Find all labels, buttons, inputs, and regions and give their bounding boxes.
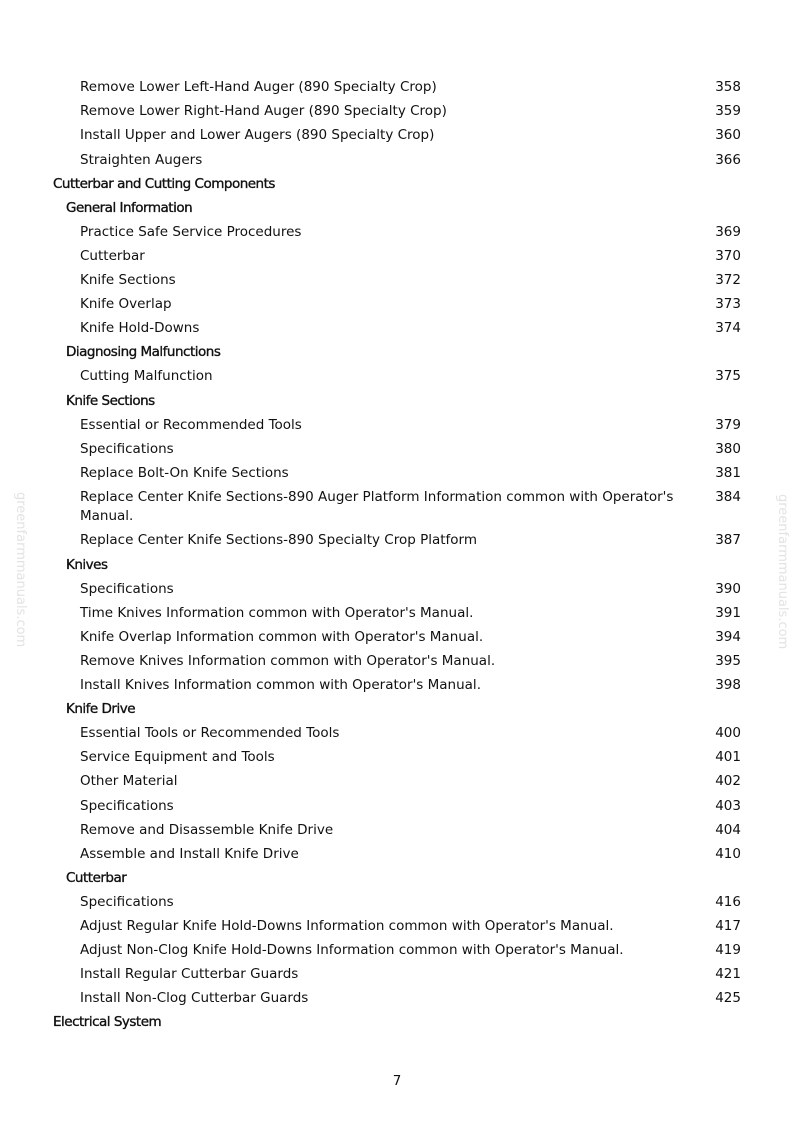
toc-entry-page: 403 xyxy=(715,797,741,814)
toc-entry-page: 395 xyxy=(715,652,741,669)
toc-entry-title: Time Knives Information common with Operator's Manual. xyxy=(80,604,474,621)
toc-entry-title: Remove Knives Information common with Operator's Manual. xyxy=(80,652,496,669)
toc-entry[interactable] xyxy=(0,650,794,674)
toc-entry-page: 366 xyxy=(715,151,741,168)
toc-entry[interactable] xyxy=(0,794,794,818)
toc-entry-page: 421 xyxy=(715,966,741,983)
toc-entry[interactable] xyxy=(0,818,794,842)
toc-entry[interactable] xyxy=(0,221,794,245)
toc-entry-page: 387 xyxy=(715,532,741,549)
toc-entry-page: 372 xyxy=(715,272,741,289)
toc-entry-title: Knife Hold-Downs xyxy=(80,320,200,337)
toc-entry[interactable] xyxy=(0,746,794,770)
toc-entry[interactable] xyxy=(0,529,794,553)
toc-entry-page: 375 xyxy=(715,368,741,385)
toc-entry-page: 373 xyxy=(715,296,741,313)
toc-entry[interactable] xyxy=(0,963,794,987)
toc-entry-title: Install Non-Clog Cutterbar Guards xyxy=(80,990,309,1007)
toc-heading-title: Diagnosing Malfunctions xyxy=(66,344,221,361)
toc-chapter-heading[interactable] xyxy=(0,172,794,196)
toc-entry-title: Cutterbar xyxy=(80,247,145,264)
toc-entry[interactable] xyxy=(0,939,794,963)
toc-entry-title: Essential Tools or Recommended Tools xyxy=(80,725,340,742)
toc-heading-title: Electrical System xyxy=(53,1014,162,1031)
toc-section-heading[interactable] xyxy=(0,867,794,891)
toc-entry-page: 417 xyxy=(715,917,741,934)
toc-entry-page: 400 xyxy=(715,725,741,742)
toc-entry[interactable] xyxy=(0,674,794,698)
toc-entry[interactable] xyxy=(0,100,794,124)
toc-entry[interactable] xyxy=(0,891,794,915)
toc-entry-title: Knife Overlap xyxy=(80,296,172,313)
toc-heading-title: General Information xyxy=(66,199,193,216)
toc-heading-title: Knife Sections xyxy=(66,392,155,409)
toc-entry-title: Install Upper and Lower Augers (890 Specialty Crop) xyxy=(80,127,435,144)
toc-entry[interactable] xyxy=(0,722,794,746)
toc-entry[interactable] xyxy=(0,413,794,437)
toc-entry-title: Remove Lower Right-Hand Auger (890 Specialty Crop) xyxy=(80,103,447,120)
toc-entry[interactable] xyxy=(0,462,794,486)
toc-entry-page: 404 xyxy=(715,821,741,838)
toc-entry[interactable] xyxy=(0,269,794,293)
toc-entry-title: Adjust Non-Clog Knife Hold-Downs Information common with Operator's Manual. xyxy=(80,942,624,959)
toc-heading-title: Cutterbar xyxy=(66,869,127,886)
toc-section-heading[interactable] xyxy=(0,196,794,220)
toc-entry-page: 379 xyxy=(715,416,741,433)
toc-entry-page: 410 xyxy=(715,845,741,862)
toc-entry[interactable] xyxy=(0,601,794,625)
toc-entry[interactable] xyxy=(0,317,794,341)
toc-entry[interactable] xyxy=(0,626,794,650)
toc-entry[interactable] xyxy=(0,148,794,172)
toc-entry-title: Replace Center Knife Sections-890 Auger Platform Information common with Operator's Manual. xyxy=(80,488,674,525)
toc-entry-title: Specifications xyxy=(80,893,174,910)
toc-entry-title: Service Equipment and Tools xyxy=(80,749,275,766)
watermark-right: greenfarmmanuals.com xyxy=(775,494,790,650)
toc-entry-title: Replace Center Knife Sections-890 Specialty Crop Platform xyxy=(80,532,477,549)
toc-entry-page: 402 xyxy=(715,773,741,790)
toc-entry-title: Remove and Disassemble Knife Drive xyxy=(80,821,334,838)
toc-entry-page: 374 xyxy=(715,320,741,337)
toc-entry-title: Install Regular Cutterbar Guards xyxy=(80,966,299,983)
toc-entry-title: Knife Overlap Information common with Operator's Manual. xyxy=(80,628,484,645)
toc-entry[interactable] xyxy=(0,987,794,1011)
toc-entry-page: 359 xyxy=(715,103,741,120)
toc-entry-title: Knife Sections xyxy=(80,272,176,289)
toc-chapter-heading[interactable] xyxy=(0,1011,794,1035)
toc-entry[interactable] xyxy=(0,437,794,461)
toc-entry-title: Replace Bolt-On Knife Sections xyxy=(80,464,289,481)
toc-entry[interactable] xyxy=(0,245,794,269)
table-of-contents xyxy=(0,76,794,1035)
watermark-left: greenfarmmanuals.com xyxy=(13,492,28,648)
toc-entry-title: Install Knives Information common with Operator's Manual. xyxy=(80,677,481,694)
toc-entry[interactable] xyxy=(0,76,794,100)
toc-entry-page: 380 xyxy=(715,440,741,457)
toc-entry-page: 390 xyxy=(715,580,741,597)
toc-entry[interactable] xyxy=(0,365,794,389)
toc-entry[interactable] xyxy=(0,124,794,148)
toc-entry-title: Remove Lower Left-Hand Auger (890 Specialty Crop) xyxy=(80,79,437,96)
toc-heading-title: Knives xyxy=(66,556,108,573)
toc-entry-page: 401 xyxy=(715,749,741,766)
toc-entry-title: Specifications xyxy=(80,580,174,597)
toc-section-heading[interactable] xyxy=(0,389,794,413)
toc-entry-title: Practice Safe Service Procedures xyxy=(80,223,302,240)
toc-entry-page: 425 xyxy=(715,990,741,1007)
toc-heading-title: Knife Drive xyxy=(66,701,136,718)
toc-entry-page: 419 xyxy=(715,942,741,959)
toc-entry-title: Essential or Recommended Tools xyxy=(80,416,302,433)
toc-heading-title: Cutterbar and Cutting Components xyxy=(53,175,275,192)
toc-entry-title: Cutting Malfunction xyxy=(80,368,213,385)
toc-entry-page: 358 xyxy=(715,79,741,96)
toc-entry-page: 391 xyxy=(715,604,741,621)
toc-entry-title: Specifications xyxy=(80,440,174,457)
toc-entry-page: 370 xyxy=(715,247,741,264)
toc-entry-title: Adjust Regular Knife Hold-Downs Information common with Operator's Manual. xyxy=(80,917,614,934)
toc-entry-title: Assemble and Install Knife Drive xyxy=(80,845,299,862)
toc-entry[interactable] xyxy=(0,577,794,601)
toc-entry-title: Other Material xyxy=(80,773,178,790)
toc-entry[interactable] xyxy=(0,915,794,939)
toc-entry[interactable] xyxy=(0,293,794,317)
toc-entry[interactable] xyxy=(0,770,794,794)
toc-entry-title: Specifications xyxy=(80,797,174,814)
toc-entry[interactable] xyxy=(0,842,794,866)
toc-entry-page: 416 xyxy=(715,893,741,910)
page-number: 7 xyxy=(392,1073,402,1089)
toc-entry-page: 394 xyxy=(715,628,741,645)
toc-section-heading[interactable] xyxy=(0,698,794,722)
toc-entry-page: 384 xyxy=(715,488,741,505)
toc-entry-page: 369 xyxy=(715,223,741,240)
toc-section-heading[interactable] xyxy=(0,553,794,577)
toc-entry-title: Straighten Augers xyxy=(80,151,203,168)
toc-entry-page: 381 xyxy=(715,464,741,481)
toc-section-heading[interactable] xyxy=(0,341,794,365)
toc-entry-page: 398 xyxy=(715,677,741,694)
toc-entry[interactable] xyxy=(0,486,794,530)
toc-entry-page: 360 xyxy=(715,127,741,144)
